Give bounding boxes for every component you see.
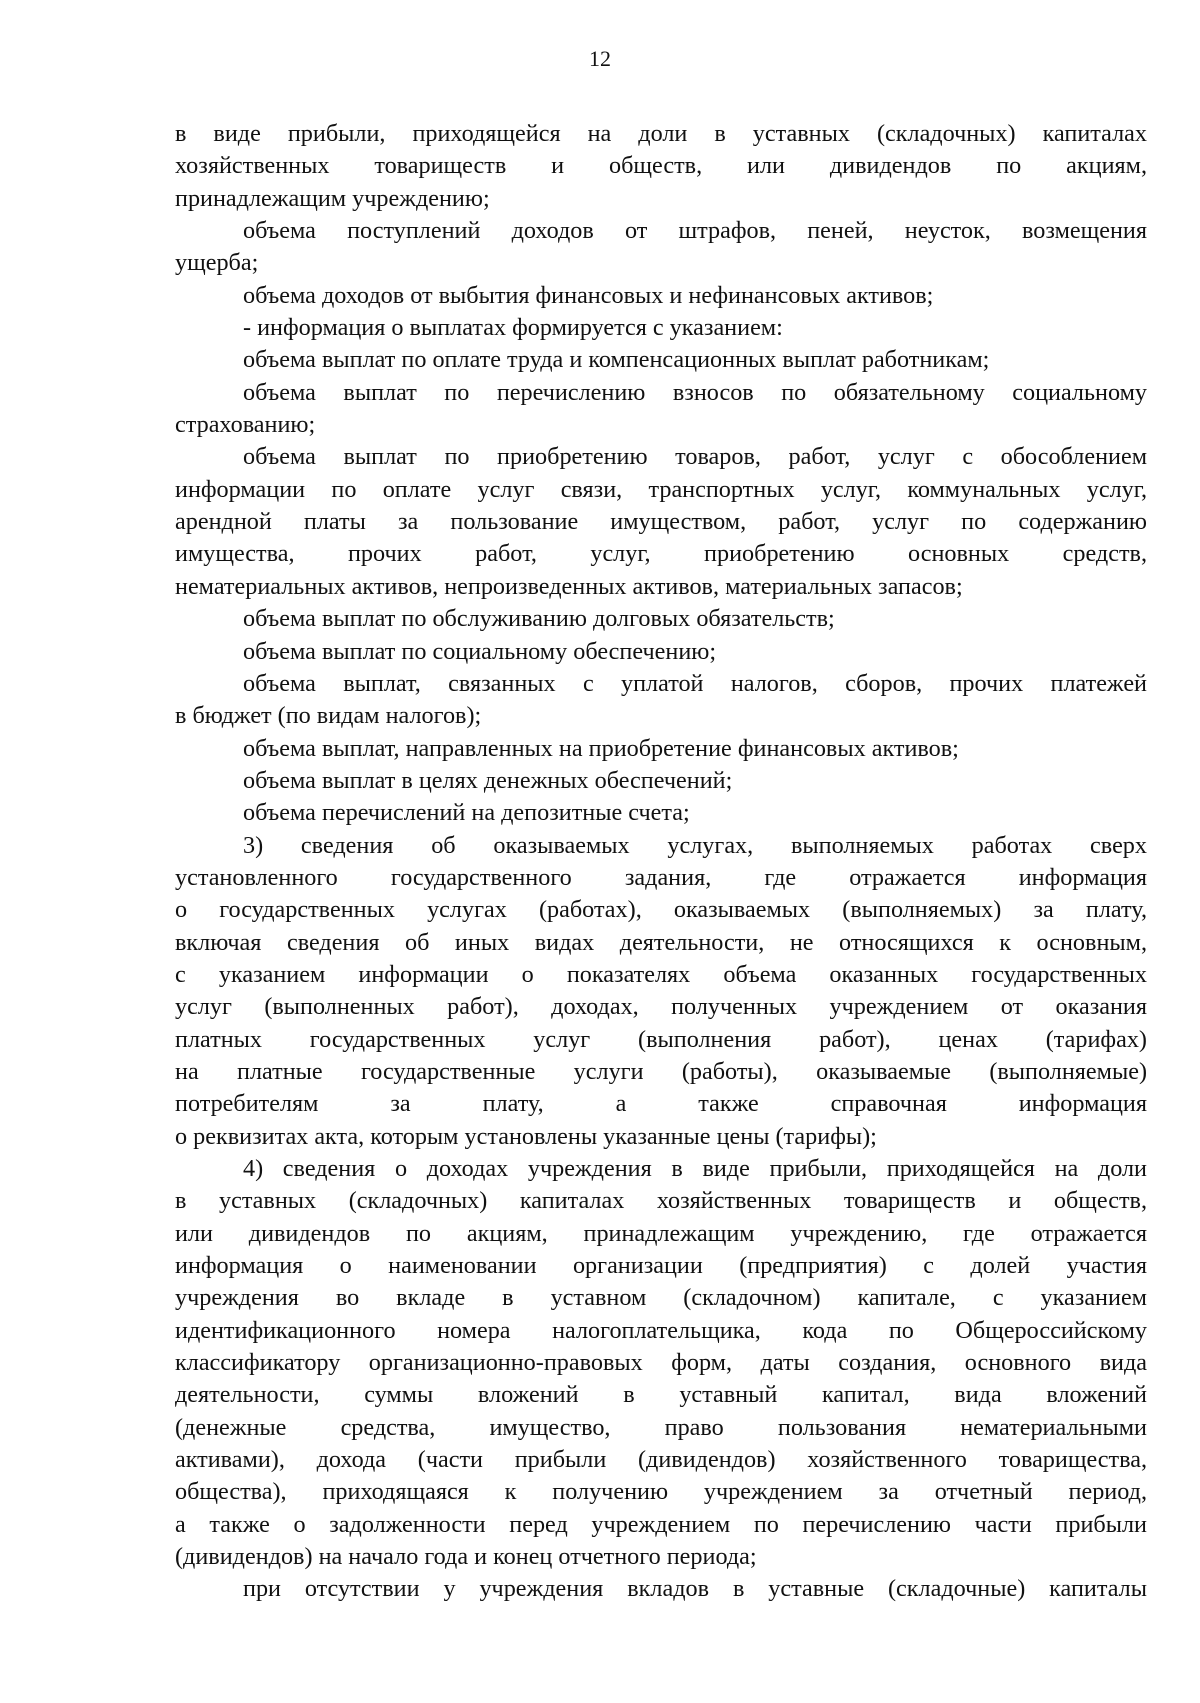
text-line: включая сведения об иных видах деятельности, не относящихся к основным, <box>175 928 1147 956</box>
text-line: а также о задолженности перед учреждением по перечислению части прибыли <box>175 1510 1147 1538</box>
text-line: объема выплат по обслуживанию долговых обязательств; <box>243 605 835 633</box>
text-line: информации по оплате услуг связи, транспортных услуг, коммунальных услуг, <box>175 475 1147 503</box>
text-line: принадлежащим учреждению; <box>175 184 490 212</box>
text-line: классификатору организационно-правовых форм, даты создания, основного вида <box>175 1349 1147 1377</box>
text-line: 4) сведения о доходах учреждения в виде прибыли, приходящейся на доли <box>243 1155 1147 1182</box>
text-line: или дивидендов по акциям, принадлежащим учреждению, где отражается <box>175 1219 1147 1247</box>
text-line: установленного государственного задания, где отражается информация <box>175 863 1147 891</box>
text-line: объема выплат по приобретению товаров, работ, услуг с обособлением <box>243 443 1147 471</box>
text-line: идентификационного номера налогоплательщика, кода по Общероссийскому <box>175 1316 1147 1344</box>
text-line: деятельности, суммы вложений в уставный капитал, вида вложений <box>175 1381 1147 1409</box>
page-number: 12 <box>589 46 611 71</box>
text-line: услуг (выполненных работ), доходах, полученных учреждением от оказания <box>175 993 1147 1021</box>
text-line: нематериальных активов, непроизведенных активов, материальных запасов; <box>175 572 963 600</box>
text-line: общества), приходящаяся к получению учреждением за отчетный период, <box>175 1478 1147 1506</box>
text-line: хозяйственных товариществ и обществ, или дивидендов по акциям, <box>175 152 1147 180</box>
text-line: объема выплат по оплате труда и компенсационных выплат работникам; <box>243 346 990 374</box>
text-line: в уставных (складочных) капиталах хозяйственных товариществ и обществ, <box>175 1187 1147 1215</box>
text-line: 3) сведения об оказываемых услугах, выполняемых работах сверх <box>243 831 1147 859</box>
text-line: объема доходов от выбытия финансовых и нефинансовых активов; <box>243 281 934 309</box>
text-line: страхованию; <box>175 411 316 439</box>
text-line: (дивидендов) на начало года и конец отчетного периода; <box>175 1543 757 1571</box>
text-line: о реквизитах акта, которым установлены указанные цены (тарифы); <box>175 1122 877 1150</box>
text-line: объема выплат в целях денежных обеспечений; <box>243 766 733 794</box>
text-line: потребителям за плату, а также справочная информация <box>175 1090 1147 1118</box>
text-line: (денежные средства, имущество, право пользования нематериальными <box>175 1413 1147 1441</box>
text-line: информация о наименовании организации (предприятия) с долей участия <box>175 1252 1147 1280</box>
text-line: платных государственных услуг (выполнения работ), ценах (тарифах) <box>175 1025 1147 1053</box>
text-line: имущества, прочих работ, услуг, приобретению основных средств, <box>175 540 1147 568</box>
text-line: в бюджет (по видам налогов); <box>175 702 482 730</box>
text-line: объема поступлений доходов от штрафов, пеней, неусток, возмещения <box>243 217 1147 245</box>
text-line: о государственных услугах (работах), оказываемых (выполняемых) за плату, <box>175 896 1147 924</box>
text-line: в виде прибыли, приходящейся на доли в уставных (складочных) капиталах <box>175 120 1147 147</box>
text-line: - информация о выплатах формируется с указанием: <box>243 314 783 342</box>
text-line: объема выплат, направленных на приобретение финансовых активов; <box>243 734 959 762</box>
document-body <box>175 118 1147 1606</box>
text-line: арендной платы за пользование имуществом, работ, услуг по содержанию <box>175 508 1147 536</box>
text-line: объема выплат по социальному обеспечению; <box>243 637 717 665</box>
text-line: объема перечислений на депозитные счета; <box>243 799 690 827</box>
text-line: учреждения во вкладе в уставном (складочном) капитале, с указанием <box>175 1284 1147 1312</box>
text-line: ущерба; <box>175 249 259 277</box>
text-line: при отсутствии у учреждения вкладов в уставные (складочные) капиталы <box>243 1575 1147 1603</box>
text-line: активами), дохода (части прибыли (дивидендов) хозяйственного товарищества, <box>175 1446 1147 1474</box>
text-line: объема выплат, связанных с уплатой налогов, сборов, прочих платежей <box>243 669 1147 697</box>
text-line: с указанием информации о показателях объема оказанных государственных <box>175 960 1147 988</box>
text-line: объема выплат по перечислению взносов по обязательному социальному <box>243 378 1147 406</box>
text-line: на платные государственные услуги (работы), оказываемые (выполняемые) <box>175 1057 1147 1085</box>
